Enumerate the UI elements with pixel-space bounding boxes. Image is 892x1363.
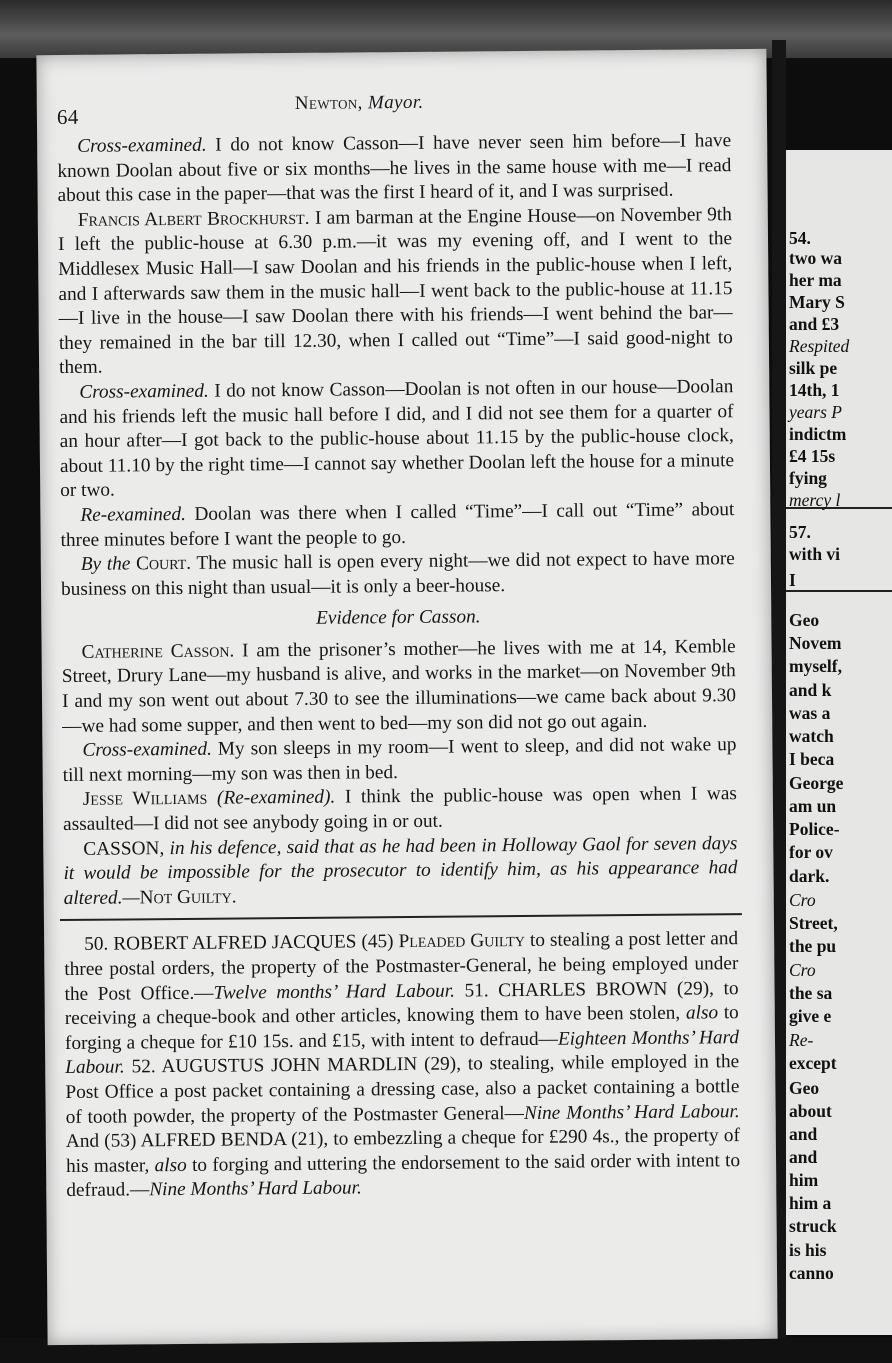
facing-page-line: Respited <box>789 336 850 356</box>
defendant-name: ROBERT ALFRED JACQUES (45) <box>113 931 394 955</box>
facing-page-line: two wa <box>789 248 842 268</box>
section-rule <box>60 913 742 921</box>
facing-page-line: am un <box>789 796 837 816</box>
paragraph: Cross-examined. I do not know Casson—I have never seen him before—I have known Doolan about five or six months—he lives in the same house with me—I read about this case in the paper—that was the first I heard of it, and I was surprised. <box>57 130 732 207</box>
running-title: Newton, Mayor. <box>294 91 424 114</box>
defendant-name: AUGUSTUS JOHN MARDLIN (29), <box>161 1053 462 1078</box>
facing-page-line: Novem <box>789 633 842 653</box>
witness-name: Francis Albert Brockhurst. <box>77 207 310 231</box>
facing-page <box>786 150 892 1335</box>
facing-page-line: him a <box>789 1193 832 1213</box>
witness-name: Catherine Casson. <box>81 640 235 663</box>
facing-page-line: the sa <box>789 983 833 1003</box>
paragraph: Cross-examined. I do not know Casson—Doolan is not often in our house—Doolan and his friends left the music hall before I did, and I did not see them for a quarter of an hour after—I got back to the public-house about 11.15 by the public-house clock, about 11.10 by the right time—I cannot say whether Doolan left the house for a minute or two. <box>59 376 735 502</box>
facing-page-line: except <box>789 1053 837 1073</box>
paragraph: Catherine Casson. I am the prisoner’s mother—he lives with me at 14, Kemble Street, Drury Lane—my husband is alive, and works in the market—on November 9th I and my son went out about 7.30 to see the illuminations—we came back about 9.30—we had some supper, and then went to bed—my son did not go out again. <box>61 636 737 737</box>
facing-page-line: give e <box>789 1006 832 1026</box>
page-body <box>57 129 740 1204</box>
facing-page-line: and <box>789 1147 818 1167</box>
facing-page-line: her ma <box>789 270 842 290</box>
facing-page-line: dark. <box>789 866 830 886</box>
facing-page-line: and <box>789 1124 818 1144</box>
page-number: 64 <box>56 104 79 130</box>
facing-page-line: £4 15s <box>789 446 836 466</box>
paragraph: Cross-examined. My son sleeps in my room—I went to sleep, and did not wake up till next morning—my son was then in bed. <box>62 734 737 786</box>
facing-page-line: mercy l <box>789 490 841 510</box>
verdict: Not Guilty. <box>139 886 237 909</box>
defendant-name: ALFRED BENDA (21), <box>140 1128 329 1152</box>
facing-page-line: watch <box>789 726 834 746</box>
facing-page-rule <box>786 590 892 592</box>
section-heading: Evidence for Casson. <box>316 606 481 630</box>
facing-page-line: for ov <box>789 842 833 862</box>
facing-page-line: myself, <box>789 656 842 676</box>
facing-page-line: struck <box>789 1216 837 1236</box>
facing-page-line: and £3 <box>789 314 840 334</box>
paragraph: CASSON, in his defence, said that as he had been in Holloway Gaol for seven days it would be impossible for the prosecutor to identify him, as his appearance had altered.—Not Guilty. <box>63 832 738 909</box>
facing-page-line: Geo <box>789 610 820 630</box>
facing-page-line: Mary S <box>789 292 845 312</box>
facing-page-line: Re- <box>789 1030 814 1050</box>
facing-page-line: 54. <box>789 228 811 248</box>
facing-page-line: Street, <box>789 913 838 933</box>
facing-page-line: Police- <box>789 819 840 839</box>
facing-page-line: Geo <box>789 1078 820 1098</box>
facing-page-line: and k <box>789 680 832 700</box>
witness-name: Jesse Williams <box>82 788 208 811</box>
facing-page-line: is his <box>789 1240 827 1260</box>
paragraph: By the Court. The music hall is open every night—we did not expect to have more business on this night than usual—it is only a beer-house. <box>60 548 735 600</box>
paragraph: Jesse Williams (Re-examined). I think the public-house was open when I was assaulted—I did not see anybody going in or out. <box>63 783 737 836</box>
facing-page-line: I <box>789 570 796 590</box>
paragraph: 50. ROBERT ALFRED JACQUES (45) Pleaded Guilty to stealing a post letter and three postal orders, the property of the Postmaster-General, he being employed under the Post Office.—Twelve months’ Hard Labour. 51. CHARLES BROWN (29), to receiving a cheque-book and other articles, knowing them to have been stolen, also to forging a cheque for £10 15s. and £15, with intent to defraud—Eighteen Months’ Hard Labour. 52. AUGUSTUS JOHN MARDLIN (29), to stealing, while employed in the Post Office a post packet containing a dressing case, also a packet containing a bottle of tooth powder, the property of the Postmaster General—Nine Months’ Hard Labour. And (53) ALFRED BENDA (21), to embezzling a cheque for £290 4s., the property of his master, also to forging and uttering the endorsement to the said order with intent to defraud.—Nine Months’ Hard Labour. <box>64 928 741 1202</box>
defendant-name: CHARLES BROWN (29), <box>498 977 715 1001</box>
case-summaries <box>64 928 740 1204</box>
facing-page-line: Cro <box>789 960 816 980</box>
facing-page-line: Cro <box>789 890 816 910</box>
facing-page-line: George <box>789 773 844 793</box>
facing-page-line: him <box>789 1170 819 1190</box>
paragraph: Re-examined. Doolan was there when I called “Time”—I call out “Time” about three minutes before I want the people to go. <box>60 499 735 551</box>
facing-page-line: with vi <box>789 544 841 564</box>
facing-page-line: the pu <box>789 936 837 956</box>
paragraph: Francis Albert Brockhurst. I am barman at the Engine House—on November 9th I left the public-house at 6.30 p.m.—it was my evening off, and I went to the Middlesex Music Hall—I saw Doolan and his friends in the public-house when I left, and I afterwards saw them in the music hall—I went back to the public-house at 11.15—I live in the house—I saw Doolan there with his friends—I went behind the bar—they remained in the bar till 12.30, when I called out “Time”—I said good-night to them. <box>57 203 733 379</box>
facing-page-line: canno <box>789 1263 834 1283</box>
facing-page-line: years P <box>789 402 842 422</box>
facing-page-line: silk pe <box>789 358 838 378</box>
facing-page-line: 14th, 1 <box>789 380 840 400</box>
facing-page-line: I beca <box>789 749 835 769</box>
book-page <box>36 49 777 1345</box>
facing-page-line: indictm <box>789 424 847 444</box>
facing-page-line: about <box>789 1101 832 1121</box>
facing-page-line: was a <box>789 703 831 723</box>
running-head <box>56 89 697 130</box>
facing-page-line: 57. <box>789 522 811 542</box>
facing-page-line: fying <box>789 468 827 488</box>
defendant-name: CASSON, <box>83 837 165 860</box>
